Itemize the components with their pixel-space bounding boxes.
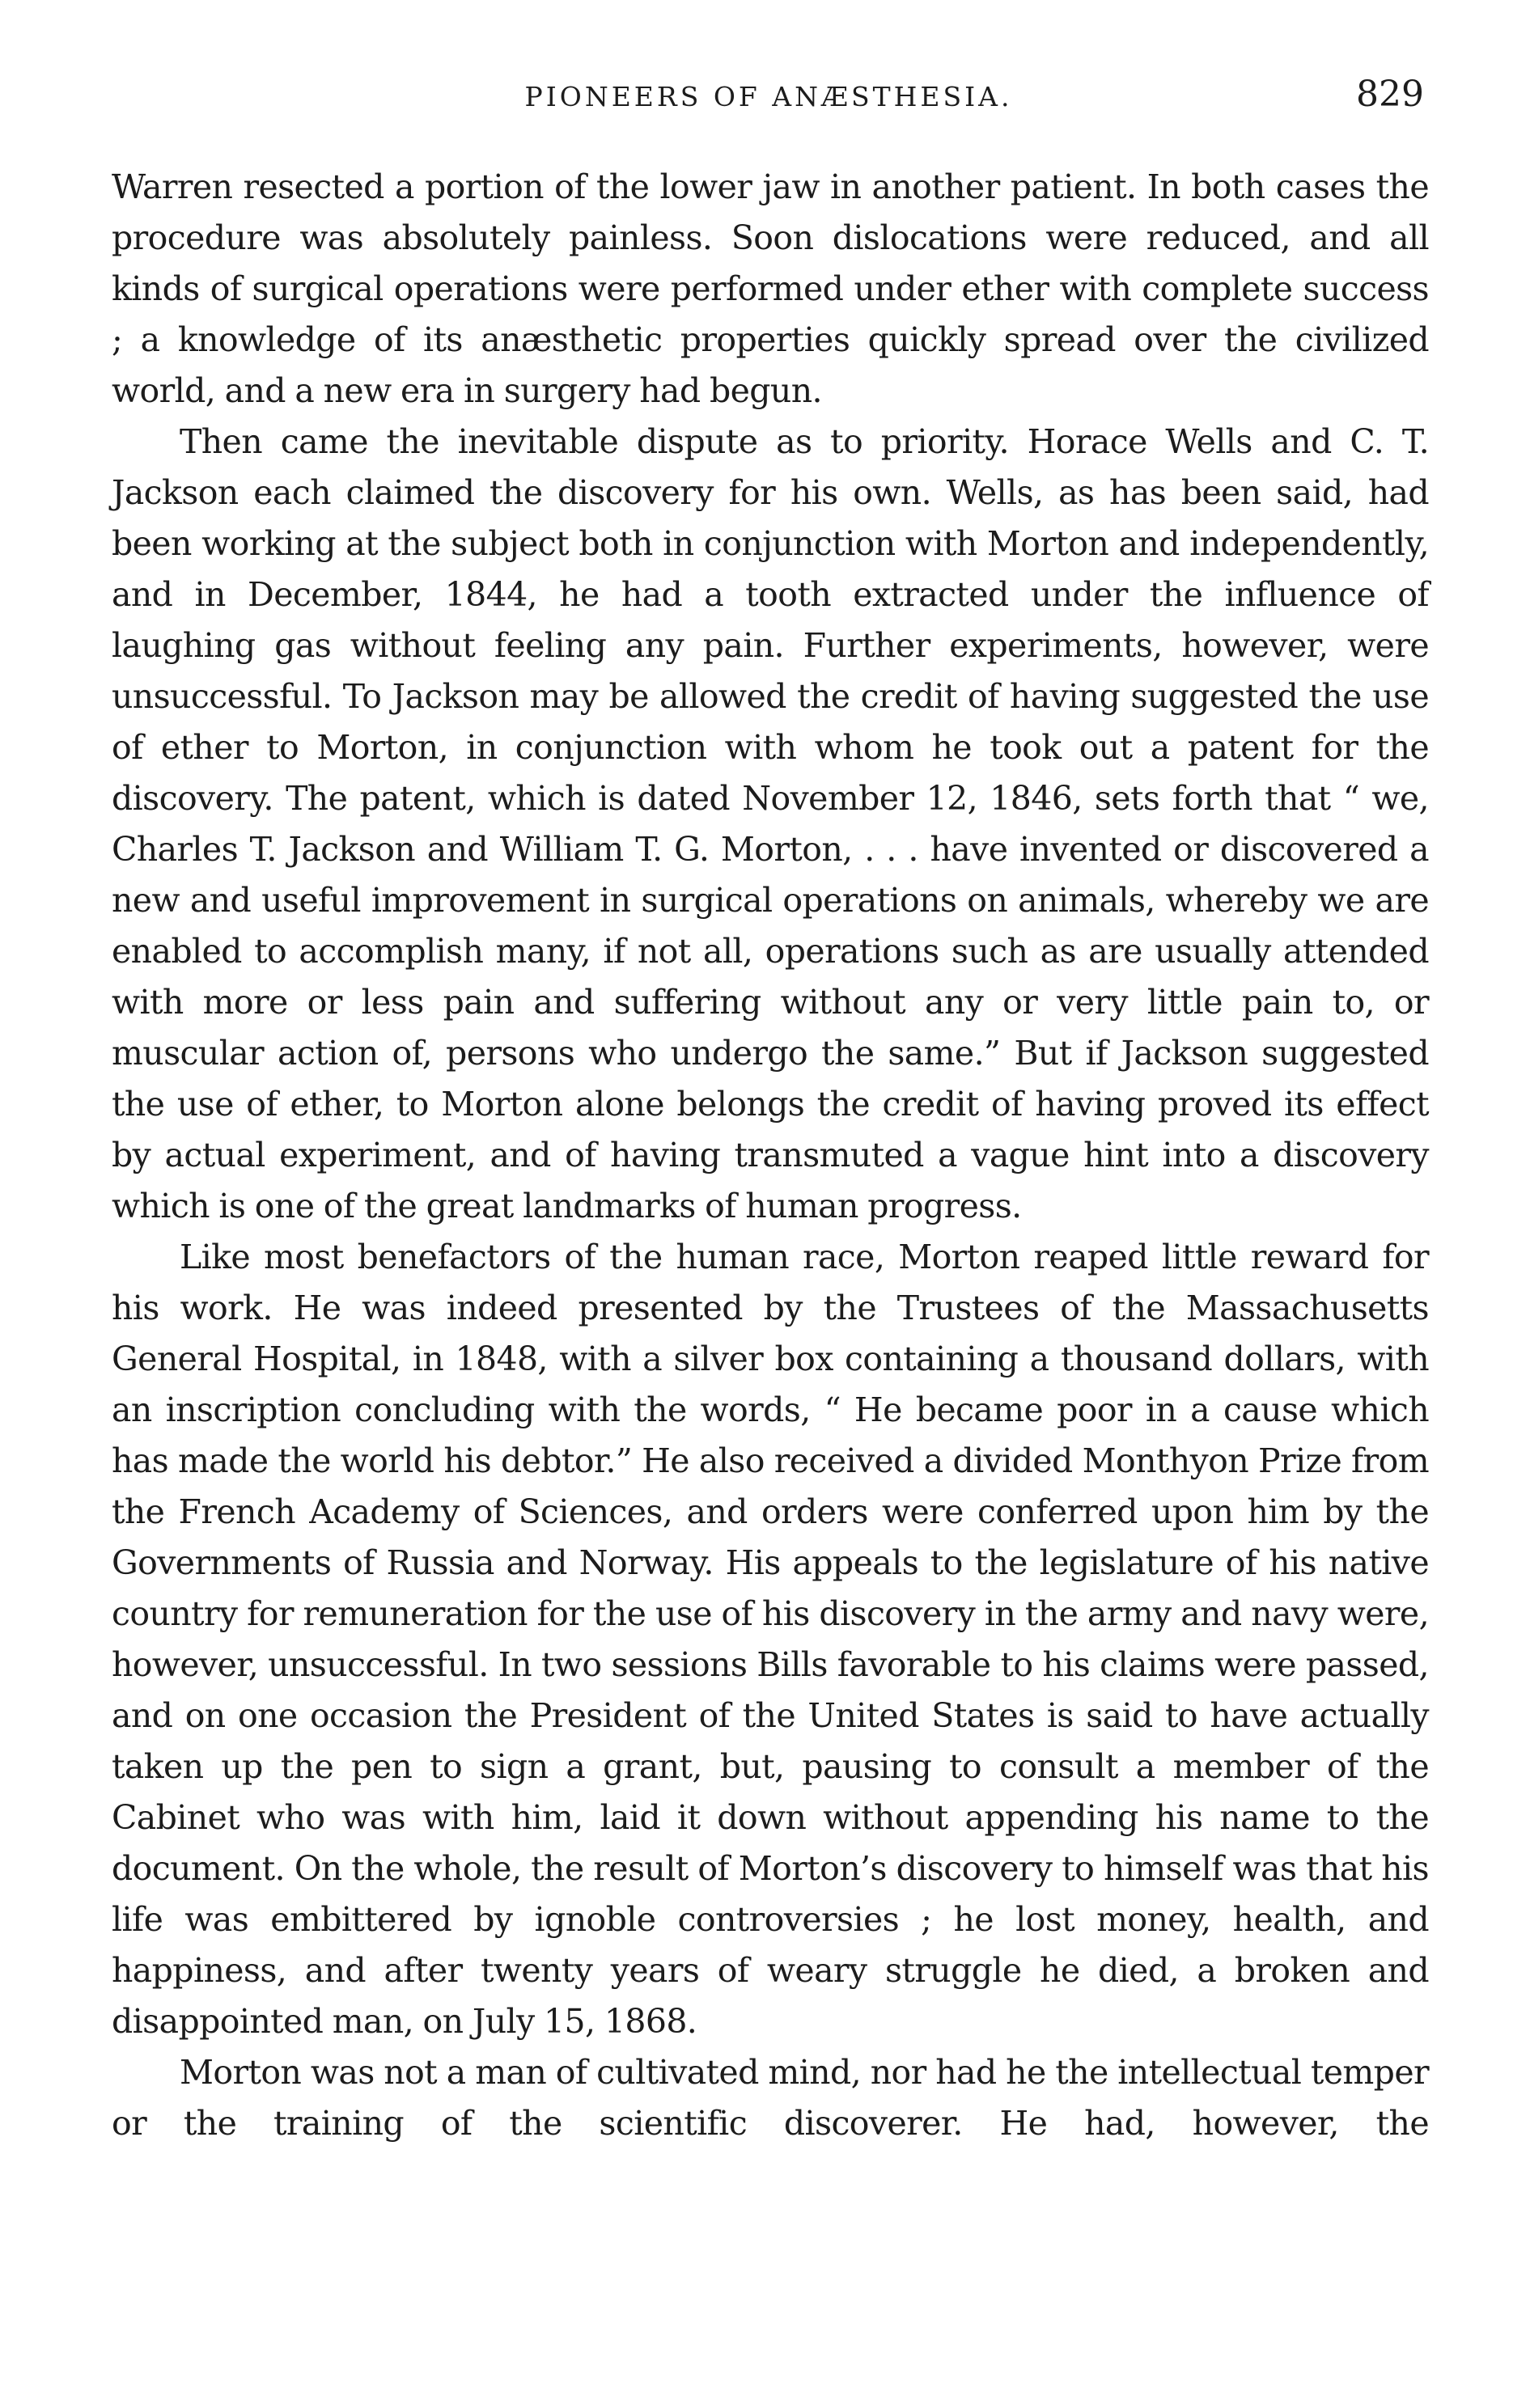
paragraph-2: Then came the inevitable dispute as to priority. Horace Wells and C. T. Jackson each claimed the discovery for his own. Wells, as has been said, had been working at the subject both in conjunction with Morton and independently, and in December, 1844, he had a tooth extracted under the influence of laughing gas without feeling any pain. Further experiments, however, were unsuccessful. To Jackson may be allowed the credit of having suggested the use of ether to Morton, in conjunction with whom he took out a patent for the discovery. The patent, which is dated November 12, 1846, sets forth that “ we, Charles T. Jackson and William T. G. Morton, . . . have invented or discovered a new and useful improvement in surgical operations on animals, whereby we are enabled to accomplish many, if not all, operations such as are usually attended with more or less pain and suffering without any or very little pain to, or muscular action of, persons who undergo the same.” But if Jackson suggested the use of ether, to Morton alone belongs the credit of having proved its effect by actual experiment, and of having transmuted a vague hint into a discovery which is one of the great landmarks of human progress.: [112, 422, 1429, 1225]
paragraph-4: Morton was not a man of cultivated mind, nor had he the intellectual temper or the training of the scientific discoverer. He had, however, the: [112, 2053, 1429, 2143]
running-title: PIONEERS OF ANÆSTHESIA.: [524, 81, 1013, 112]
running-head: [113, 74, 1424, 123]
paragraph-1: Warren resected a portion of the lower jaw in another patient. In both cases the procedure was absolutely painless. Soon dislocations were reduced, and all kinds of surgical operations were performed under ether with complete success ; a knowledge of its anæsthetic properties quickly spread over the civilized world, and a new era in surgery had begun.: [112, 167, 1429, 410]
paragraph-3: Like most benefactors of the human race, Morton reaped little reward for his work. He was indeed presented by the Trustees of the Massachusetts General Hospital, in 1848, with a silver box containing a thousand dollars, with an inscription concluding with the words, “ He became poor in a cause which has made the world his debtor.” He also received a divided Monthyon Prize from the French Academy of Sciences, and orders were conferred upon him by the Governments of Russia and Norway. His appeals to the legislature of his native country for remuneration for the use of his discovery in the army and navy were, however, unsuccessful. In two sessions Bills favorable to his claims were passed, and on one occasion the President of the United States is said to have actually taken up the pen to sign a grant, but, pausing to consult a member of the Cabinet who was with him, laid it down without appending his name to the document. On the whole, the result of Morton’s discovery to himself was that his life was embittered by ignoble controversies ; he lost money, health, and happiness, and after twenty years of weary struggle he died, a broken and disappointed man, on July 15, 1868.: [112, 1238, 1429, 2041]
body-text: [112, 162, 1429, 2149]
page-number: 829: [1356, 74, 1424, 115]
